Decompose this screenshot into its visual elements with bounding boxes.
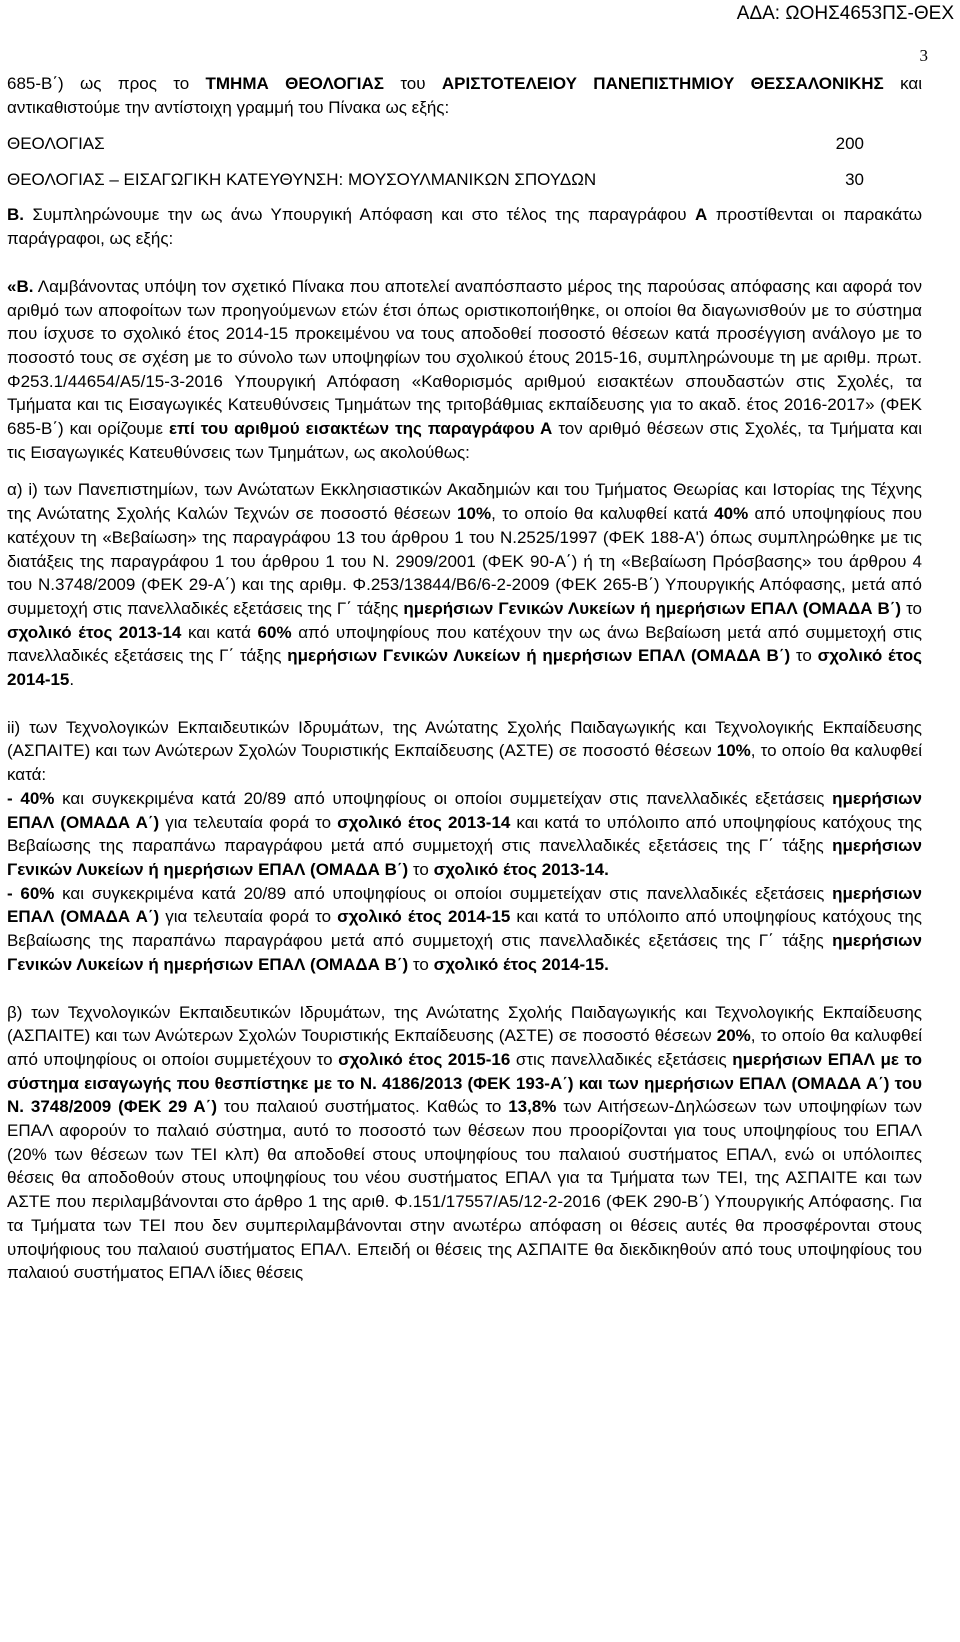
text-run: το	[408, 954, 434, 974]
text-run: 20%	[716, 1026, 751, 1046]
text-run: ΤΜΗΜΑ ΘΕΟΛΟΓΙΑΣ	[205, 74, 384, 93]
department-name: ΘΕΟΛΟΓΙΑΣ	[7, 133, 105, 153]
paragraph-main	[7, 275, 922, 465]
text-run: από υποψηφίους που κατέχουν τη «Βεβαίωση» της παραγράφου 13 του άρθρου 1 του Ν.2525/1997 (ΦΕΚ 188-Α') όπως συμπληρώθηκε με τις διατάξεις της παραγράφου 1 του άρθρου 1 του Ν. 2909/2001 (ΦΕΚ 90-Α΄) ή τη «Βεβαίωση Πρόσβασης» του άρθρου 4 του Ν.3748/2009 (ΦΕΚ 29-Α΄) και της αριθμ. Φ.253/13844/Β6/6-2-2009 (ΦΕΚ 265-Β΄) Υπουργικής Απόφασης, μετά από συμμετοχή στις πανελλαδικές εξετάσεις της Γ΄ τάξης	[7, 504, 922, 618]
document-page	[7, 72, 922, 1285]
text-run: σχολικό έτος 2014-15	[7, 646, 922, 690]
text-run: σχολικό έτος 2014-15	[337, 907, 511, 927]
places-count: 200	[835, 133, 864, 153]
paragraph-b	[7, 203, 922, 250]
text-run: 40%	[714, 504, 749, 524]
text-run: σχολικό έτος 2014-15.	[433, 954, 609, 974]
text-run: και κατά το υπόλοιπο από υποψηφίους κατόχους της Βεβαίωσης της παραπάνω παραγράφου μετά από συμμετοχή στις πανελλαδικές εξετάσεις της Γ΄ τάξης	[7, 907, 922, 951]
text-run: το	[408, 859, 434, 879]
text-run: ημερήσιων Γενικών Λυκείων ή ημερήσιων ΕΠΑΛ (ΟΜΑΔΑ Β΄)	[403, 598, 902, 618]
text-run: ημερήσιων ΕΠΑΛ (ΟΜΑΔΑ Α΄)	[7, 788, 922, 832]
text-run: ημερήσιων Γενικών Λυκείων ή ημερήσιων ΕΠΑΛ (ΟΜΑΔΑ Β΄)	[7, 836, 922, 879]
text-run: β) των Τεχνολογικών Εκπαιδευτικών Ιδρυμάτων, της Ανώτατης Σχολής Παιδαγωγικής και Τεχνολογικής Εκπαίδευσης (ΑΣΠΑΙΤΕ) και των Ανώτερων Σχολών Τουριστικής Εκπαίδευσης (ΑΣΤΕ) σε ποσοστό θέσεων	[7, 1002, 922, 1046]
text-run: και κατά το υπόλοιπο από υποψηφίους κατόχους της Βεβαίωσης της παραπάνω παραγράφου μετά από συμμετοχή στις πανελλαδικές εξετάσεις της Γ΄ τάξης	[7, 812, 922, 856]
text-run: ii) των Τεχνολογικών Εκπαιδευτικών Ιδρυμάτων, της Ανώτατης Σχολής Παιδαγωγικής και Τεχνολογικής Εκπαίδευσης (ΑΣΠΑΙΤΕ) και των Ανώτερων Σχολών Τουριστικής Εκπαίδευσης (ΑΣΤΕ) σε ποσοστό θέσεων	[7, 717, 922, 761]
table-row	[7, 125, 922, 161]
text-run: και κατά	[181, 622, 258, 642]
text-run: ημερήσιων ΕΠΑΛ με το σύστημα εισαγωγής που θεσπίστηκε με το Ν. 4186/2013 (ΦΕΚ 193-Α΄) και των ημερήσιων ΕΠΑΛ (ΟΜΑΔΑ Α΄) του Ν. 3748/2009 (ΦΕΚ 29 Α΄)	[7, 1049, 922, 1117]
places-count: 30	[845, 169, 864, 189]
department-name: ΘΕΟΛΟΓΙΑΣ – ΕΙΣΑΓΩΓΙΚΗ ΚΑΤΕΥΘΥΝΣΗ: ΜΟΥΣΟΥΛΜΑΝΙΚΩΝ ΣΠΟΥΔΩΝ	[7, 169, 597, 189]
text-run: Β.	[7, 205, 24, 225]
text-run: από υποψηφίους που κατέχουν την ως άνω Βεβαίωση μετά από συμμετοχή στις πανελλαδικές εξετάσεις της Γ΄ τάξης	[7, 622, 922, 666]
paragraph-dash-40	[7, 787, 922, 882]
text-run: σχολικό έτος 2013-14.	[433, 859, 609, 879]
ada-code: ΑΔΑ: ΩΟΗΣ4653ΠΣ-ΘΕΧ	[736, 3, 954, 24]
text-run: Α	[695, 205, 708, 225]
table-row	[7, 161, 922, 197]
text-run: «Β.	[7, 276, 34, 296]
text-run: , το οποίο θα καλυφθεί από υποψηφίους οι οποίοι συμμετέχουν το	[7, 1026, 922, 1069]
text-run: και αντικαθιστούμε την αντίστοιχη γραμμή του Πίνακα ως εξής:	[7, 74, 923, 117]
text-run: , το οποίο θα καλυφθεί κατά	[491, 504, 715, 524]
text-run: ημερήσιων Γενικών Λυκείων ή ημερήσιων ΕΠΑΛ (ΟΜΑΔΑ Β΄)	[287, 646, 791, 666]
text-run: 10%	[457, 504, 492, 524]
text-run: ημερήσιων ΕΠΑΛ (ΟΜΑΔΑ Α΄)	[7, 883, 922, 927]
text-run: για τελευταία φορά το	[159, 907, 338, 927]
paragraph-beta	[7, 1001, 922, 1285]
text-run: 685-Β΄) ως προς το	[7, 74, 206, 93]
text-run: Λαμβάνοντας υπόψη τον σχετικό Πίνακα που αποτελεί αναπόσπαστο μέρος της παρούσας απόφασης και αφορά τον αριθμό των αποφοίτων των προηγούμενων ετών έτσι όπως οριστικοποιήθηκε, οι οποίοι θα διαγωνισθούν με το σύστημα που ίσχυσε το σχολικό έτος 2014-15 προκειμένου να τους αποδοθεί ποσοστό θέσεων κατά προσέγγιση ανάλογο με το ποσοστό τους σε σχέση με το σύνολο των υποψηφίων του σχολικού έτους 2015-16, συμπληρώνουμε τη με αριθμ. πρωτ. Φ253.1/44654/Α5/15-3-2016 Υπουργική Απόφαση «Καθορισμός αριθμού εισακτέων σπουδαστών στις Σχολές, τα Τμήματα και τις Εισαγωγικές Κατευθύνσεις Τμημάτων της τριτοβάθμιας εκπαίδευσης για το ακαδ. έτος 2016-2017» (ΦΕΚ 685-Β΄) και ορίζουμε	[7, 276, 922, 439]
page-number: 3	[919, 46, 928, 65]
paragraph-a-i	[7, 478, 922, 691]
text-run: στις πανελλαδικές εξετάσεις	[510, 1049, 733, 1069]
text-run: τον αριθμό θέσεων στις Σχολές, τα Τμήματα και τις Εισαγωγικές Κατευθύνσεις των Τμημάτων, ως ακολούθως:	[7, 419, 922, 462]
intro-paragraph	[7, 72, 922, 119]
text-run: σχολικό έτος 2013-14	[7, 622, 182, 642]
text-run: .	[69, 670, 75, 690]
faculty-table	[7, 125, 922, 197]
paragraph-a-ii	[7, 716, 922, 787]
text-run: του	[383, 74, 442, 93]
text-run: των Αιτήσεων-Δηλώσεων των υποψηφίων των ΕΠΑΛ αφορούν το παλαιό σύστημα, αυτό το ποσοστό των θέσεων που προορίζονται για τους υποψηφίους του ΕΠΑΛ (20% των θέσεων των ΤΕΙ κλπ) θα αποδοθεί στους υποψηφίους του παλαιού συστήματος ΕΠΑΛ, ενώ οι υπόλοιπες θέσεις θα αποδοθούν στους υποψηφίους του νέου συστήματος ΕΠΑΛ για τα Τμήματα των ΤΕΙ, της ΑΣΠΑΙΤΕ και των ΑΣΤΕ που περιλαμβάνονται στο άρθρο 1 της αριθ. Φ.151/17557/Α5/12-2-2016 (ΦΕΚ 290-Β΄) Υπουργικής Απόφασης. Για τα Τμήματα των ΤΕΙ που δεν συμπεριλαμβάνονται στην ανωτέρω απόφαση οι θέσεις αυτές θα προσφέρονται στους υποψήφιους του παλαιού συστήματος ΕΠΑΛ. Επειδή οι θέσεις της ΑΣΠΑΙΤΕ θα διεκδικηθούν από τους υποψηφίους του παλαιού συστήματος ΕΠΑΛ ίδιες θέσεις	[7, 1097, 922, 1283]
text-run: , το οποίο θα καλυφθεί κατά:	[7, 741, 922, 785]
text-run: του παλαιού συστήματος. Καθώς το	[217, 1097, 509, 1117]
text-run: προστίθενται οι παρακάτω παράγραφοι, ως εξής:	[7, 205, 922, 249]
text-run: ΑΡΙΣΤΟΤΕΛΕΙΟΥ ΠΑΝΕΠΙΣΤΗΜΙΟΥ ΘΕΣΣΑΛΟΝΙΚΗΣ	[441, 74, 884, 93]
text-run: - 60%	[7, 883, 55, 903]
text-run: 60%	[257, 622, 292, 642]
text-run: σχολικό έτος 2013-14	[337, 812, 511, 832]
text-run: 13,8%	[508, 1097, 557, 1117]
text-run: επί του αριθμού εισακτέων της παραγράφου Α	[168, 419, 553, 439]
text-run: και συγκεκριμένα κατά 20/89 από υποψηφίους οι οποίοι συμμετείχαν στις πανελλαδικές εξετάσεις	[54, 883, 833, 903]
text-run: το	[901, 598, 922, 618]
text-run: σχολικό έτος 2015-16	[338, 1049, 511, 1069]
text-run: και συγκεκριμένα κατά 20/89 από υποψηφίους οι οποίοι συμμετείχαν στις πανελλαδικές εξετάσεις	[54, 788, 833, 808]
paragraph-dash-60	[7, 882, 922, 977]
text-run: 10%	[716, 741, 751, 761]
text-run: για τελευταία φορά το	[159, 812, 338, 832]
text-run: ημερήσιων Γενικών Λυκείων ή ημερήσιων ΕΠΑΛ (ΟΜΑΔΑ Β΄)	[7, 931, 922, 974]
text-run: Συμπληρώνουμε την ως άνω Υπουργική Απόφαση και στο τέλος της παραγράφου	[24, 205, 695, 225]
text-run: - 40%	[7, 788, 55, 808]
text-run: το	[790, 646, 818, 666]
text-run: α) i) των Πανεπιστημίων, των Ανώτατων Εκκλησιαστικών Ακαδημιών και του Τμήματος Θεωρίας και Ιστορίας της Τέχνης της Ανώτατης Σχολής Καλών Τεχνών σε ποσοστό θέσεων	[7, 480, 922, 524]
